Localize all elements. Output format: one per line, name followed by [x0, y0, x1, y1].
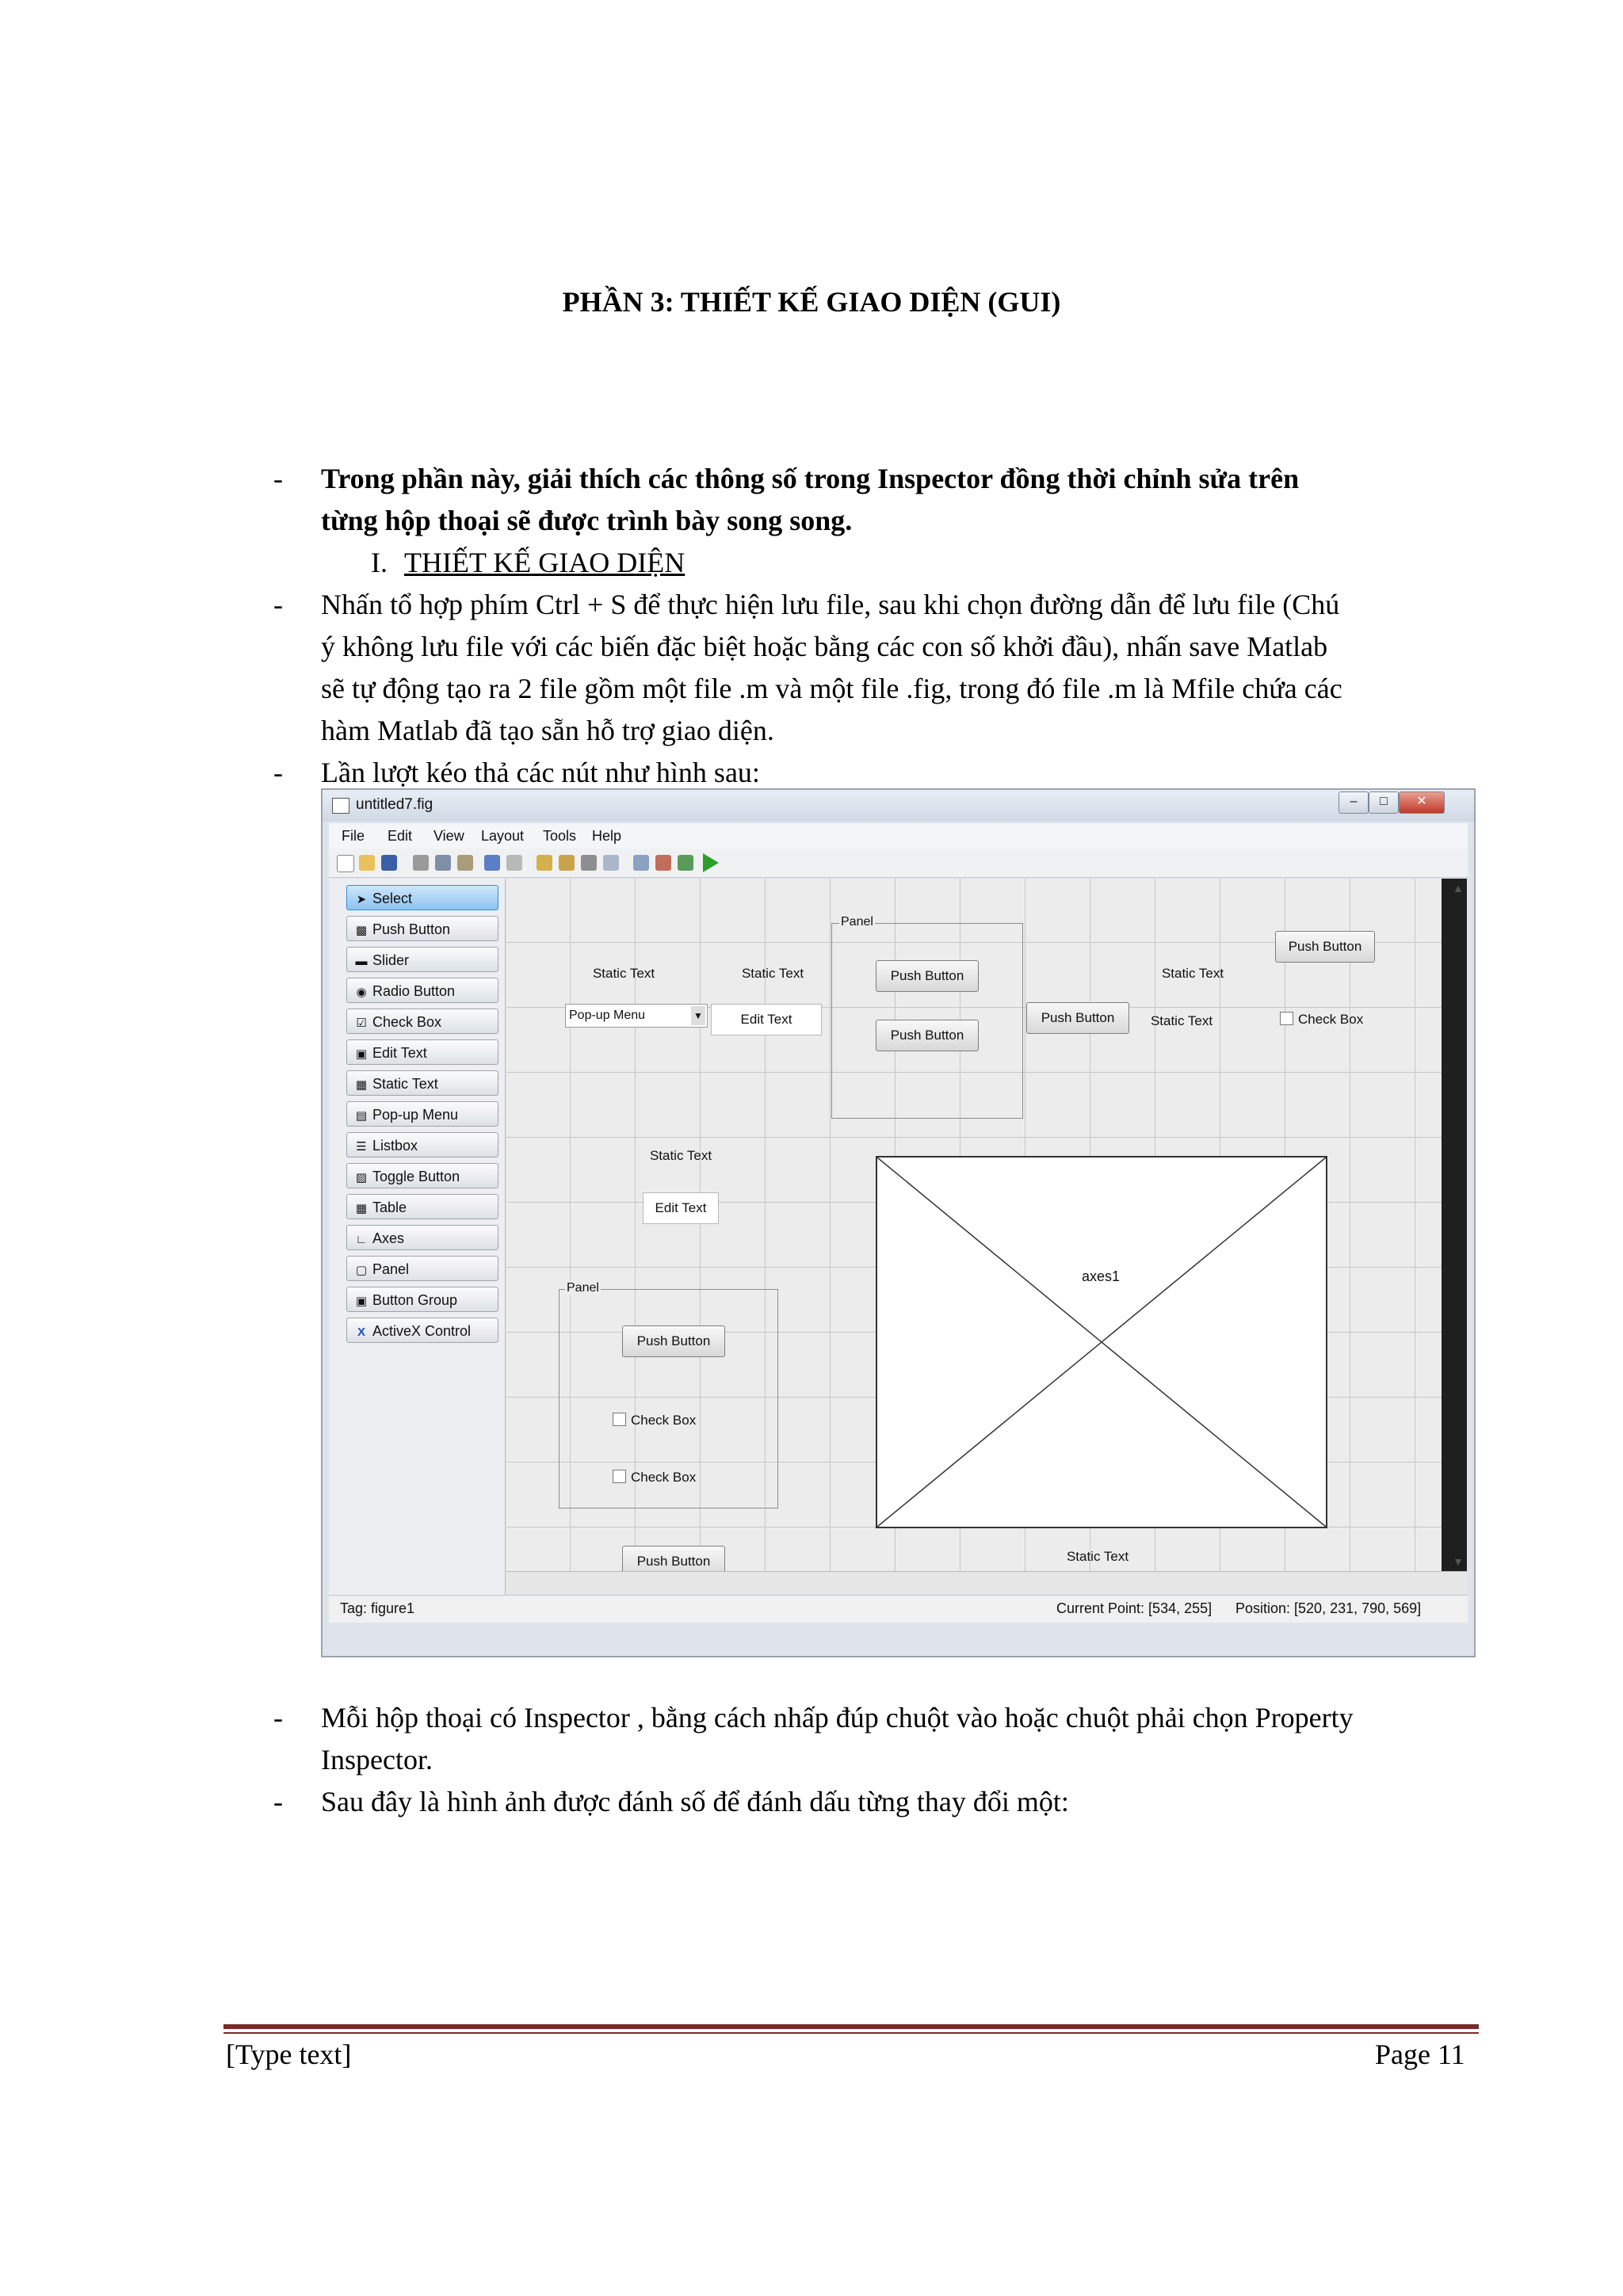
bullet-dash: -	[273, 1702, 283, 1733]
palette-radio-button[interactable]	[346, 978, 498, 1003]
horizontal-scrollbar[interactable]	[506, 1571, 1467, 1594]
palette-panel[interactable]	[346, 1256, 498, 1281]
palette-label: Radio Button	[372, 983, 456, 999]
property-inspector-icon[interactable]	[655, 855, 671, 871]
check-box-label: Check Box	[631, 1470, 697, 1485]
menu-help[interactable]: Help	[592, 828, 622, 844]
push-button-component[interactable]: Push Button	[1026, 1002, 1129, 1034]
palette-label: ActiveX Control	[372, 1323, 472, 1339]
static-text-component[interactable]: Static Text	[741, 966, 804, 981]
palette-static-text[interactable]	[346, 1070, 498, 1096]
palette-axes[interactable]	[346, 1225, 498, 1250]
footer-rule-thin	[223, 2032, 1479, 2034]
close-icon[interactable]: ✕	[1399, 791, 1445, 814]
push-button-component[interactable]: Push Button	[622, 1546, 725, 1577]
paragraph-save-line1: Nhấn tổ hợp phím Ctrl + S để thực hiện lưu file, sau khi chọn đường dẫn để lưu file (Chú	[321, 589, 1340, 620]
align-icon[interactable]	[537, 855, 552, 871]
bullet-dash: -	[273, 1786, 283, 1817]
check-box-component[interactable]	[613, 1470, 696, 1486]
undo-icon[interactable]	[484, 855, 500, 871]
toolbar-editor-icon[interactable]	[603, 855, 619, 871]
axes-label: axes1	[1082, 1268, 1121, 1284]
palette-label: Listbox	[372, 1138, 418, 1154]
palette-toggle-button[interactable]	[346, 1163, 498, 1188]
push-button-component[interactable]: Push Button	[876, 1020, 979, 1051]
section-number: I.	[371, 547, 388, 578]
static-text-component[interactable]: Static Text	[1066, 1549, 1129, 1564]
table-icon: ▦	[355, 1202, 368, 1215]
palette-select[interactable]	[346, 885, 498, 910]
palette-label: Table	[372, 1199, 407, 1215]
static-text-icon: ▦	[355, 1078, 368, 1092]
paragraph-inspector-line2: Inspector.	[321, 1744, 433, 1775]
checkbox-icon: ☑	[356, 1016, 367, 1030]
bullet-dash: -	[273, 589, 283, 620]
status-current-point: Current Point: [534, 255]	[1056, 1600, 1212, 1616]
check-box-label: Check Box	[631, 1413, 697, 1428]
edit-text-component[interactable]: Edit Text	[711, 1004, 822, 1035]
checkbox-icon	[1280, 1012, 1293, 1025]
paragraph-intro-line1: Trong phần này, giải thích các thông số trong Inspector đồng thời chỉnh sửa trên	[321, 463, 1300, 494]
palette-listbox[interactable]	[346, 1132, 498, 1158]
status-position: Position: [520, 231, 790, 569]	[1235, 1600, 1422, 1616]
paragraph-drag: Lần lượt kéo thả các nút như hình sau:	[321, 757, 760, 788]
open-folder-icon[interactable]	[359, 855, 375, 871]
checkbox-icon	[613, 1413, 626, 1426]
palette-button-group[interactable]	[346, 1287, 498, 1312]
new-file-icon[interactable]	[337, 855, 354, 872]
component-palette	[329, 879, 506, 1615]
guide-screenshot	[321, 788, 1476, 1657]
copy-icon[interactable]	[435, 855, 451, 871]
paragraph-save-line4: hàm Matlab đã tạo sẵn hỗ trợ giao diện.	[321, 715, 774, 746]
slider-icon: ▬	[355, 955, 368, 968]
push-button-component[interactable]: Push Button	[876, 960, 979, 992]
save-icon[interactable]	[381, 855, 397, 871]
push-button-component[interactable]: Push Button	[1275, 931, 1375, 963]
paragraph-save-line3: sẽ tự động tạo ra 2 file gồm một file .m và một file .fig, trong đó file .m là Mfile chứa các	[321, 673, 1342, 704]
palette-label: Edit Text	[372, 1045, 427, 1061]
palette-label: Panel	[372, 1261, 410, 1277]
static-text-component[interactable]: Static Text	[649, 1148, 712, 1163]
menu-layout[interactable]: Layout	[481, 828, 525, 844]
button-group-icon: ▣	[355, 1295, 368, 1308]
palette-label: Button Group	[372, 1292, 458, 1308]
palette-popup-menu[interactable]	[346, 1101, 498, 1127]
static-text-component[interactable]: Static Text	[592, 966, 655, 981]
palette-check-box[interactable]	[346, 1009, 498, 1034]
activex-icon: X	[357, 1325, 365, 1339]
edit-text-component[interactable]: Edit Text	[643, 1192, 719, 1224]
page-number: Page 11	[1375, 2039, 1465, 2070]
popup-menu-label: Pop-up Menu	[569, 1009, 646, 1022]
tab-order-icon[interactable]	[581, 855, 597, 871]
axes-component[interactable]	[876, 1156, 1327, 1528]
popup-menu-component[interactable]	[565, 1004, 708, 1028]
chevron-down-icon: ▼	[691, 1006, 705, 1025]
minimize-icon[interactable]: –	[1338, 791, 1369, 814]
radio-icon: ◉	[356, 986, 367, 999]
scroll-up-icon[interactable]: ▲	[1453, 882, 1464, 894]
check-box-label: Check Box	[1298, 1012, 1364, 1027]
palette-table[interactable]	[346, 1194, 498, 1219]
status-tag: Tag: figure1	[340, 1600, 415, 1616]
palette-label: Slider	[372, 952, 410, 968]
toggle-button-icon: ▨	[355, 1171, 368, 1184]
vertical-scrollbar[interactable]	[1442, 879, 1467, 1571]
paragraph-intro-line2: từng hộp thoại sẽ được trình bày song song.	[321, 505, 853, 536]
menu-editor-icon[interactable]	[559, 855, 575, 871]
static-text-component[interactable]: Static Text	[1161, 966, 1224, 981]
paste-icon[interactable]	[457, 855, 473, 871]
panel-label: Panel	[567, 1281, 599, 1295]
figure-icon	[332, 798, 349, 814]
panel-label: Panel	[841, 915, 873, 929]
popup-menu-icon: ▤	[355, 1109, 368, 1123]
static-text-component[interactable]: Static Text	[1150, 1013, 1213, 1028]
cursor-icon: ➤	[356, 893, 367, 906]
palette-edit-text[interactable]	[346, 1039, 498, 1065]
palette-slider[interactable]	[346, 947, 498, 972]
section-title: THIẾT KẾ GIAO DIỆN	[404, 547, 685, 578]
palette-label: Check Box	[372, 1014, 442, 1030]
paragraph-save-line2: ý không lưu file với các biến đặc biệt hoặc bằng các con số khởi đầu), nhấn save Matlab	[321, 631, 1328, 662]
footer-left-text: [Type text]	[226, 2039, 352, 2070]
palette-label: Static Text	[372, 1076, 438, 1092]
paragraph-inspector-line1: Mỗi hộp thoại có Inspector , bằng cách nhấp đúp chuột vào hoặc chuột phải chọn Property	[321, 1702, 1354, 1733]
checkbox-icon	[613, 1470, 626, 1483]
bullet-dash: -	[273, 757, 283, 788]
palette-label: Axes	[372, 1230, 405, 1246]
palette-push-button[interactable]	[346, 916, 498, 941]
palette-label: Toggle Button	[372, 1169, 460, 1184]
palette-activex-control[interactable]	[346, 1318, 498, 1343]
menu-file[interactable]: File	[342, 828, 365, 844]
listbox-icon: ☰	[356, 1140, 367, 1154]
check-box-component[interactable]	[1280, 1012, 1363, 1028]
palette-label: Pop-up Menu	[372, 1107, 459, 1123]
redo-icon[interactable]	[506, 855, 522, 871]
axes-icon: ∟	[355, 1233, 368, 1246]
panel-icon: ▢	[355, 1264, 368, 1277]
window-titlebar	[323, 790, 1474, 822]
push-button-icon: ▩	[355, 924, 368, 937]
menu-edit[interactable]: Edit	[388, 828, 413, 844]
m-file-editor-icon[interactable]	[633, 855, 649, 871]
palette-label: Select	[372, 891, 413, 906]
axes-cross-lines	[877, 1158, 1326, 1527]
run-icon[interactable]	[703, 853, 719, 872]
status-bar	[329, 1595, 1468, 1623]
scroll-down-icon[interactable]: ▼	[1453, 1555, 1464, 1568]
object-browser-icon[interactable]	[678, 855, 693, 871]
maximize-icon[interactable]: □	[1369, 791, 1399, 814]
window-title: untitled7.fig	[356, 796, 433, 813]
cut-icon[interactable]	[413, 855, 429, 871]
check-box-component[interactable]	[613, 1413, 696, 1428]
menu-tools[interactable]: Tools	[543, 828, 577, 844]
menu-view[interactable]: View	[433, 828, 464, 844]
page-heading: PHẦN 3: THIẾT KẾ GIAO DIỆN (GUI)	[562, 286, 1061, 318]
palette-label: Push Button	[372, 921, 451, 937]
toolbar	[329, 849, 1468, 878]
paragraph-numbered-images: Sau đây là hình ảnh được đánh số để đánh dấu từng thay đổi một:	[321, 1786, 1069, 1817]
bullet-dash: -	[273, 463, 283, 494]
edit-text-icon: ▣	[355, 1047, 368, 1061]
menubar	[329, 823, 1468, 849]
push-button-component[interactable]: Push Button	[622, 1325, 725, 1357]
footer-rule	[223, 2024, 1479, 2029]
